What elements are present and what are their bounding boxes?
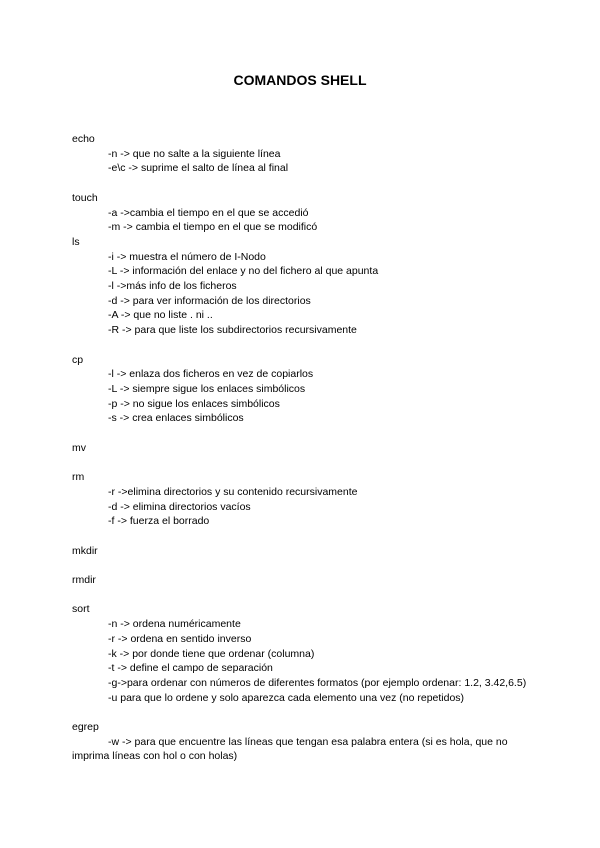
document-body xyxy=(72,132,532,764)
option-item: -n -> ordena numéricamente xyxy=(108,618,241,631)
option-item: -l -> enlaza dos ficheros en vez de copiarlos xyxy=(108,368,314,381)
option-item: -L -> información del enlace y no del fichero al que apunta xyxy=(108,265,379,278)
option-item: -k -> por donde tiene que ordenar (columna) xyxy=(108,647,315,660)
command-sort xyxy=(72,602,532,705)
option-list xyxy=(72,250,532,338)
option-item: -w -> para que encuentre las líneas que tengan esa palabra entera (si es hola, que no imprima líneas con hol o con holas) xyxy=(72,735,508,763)
option-item: -d -> para ver información de los directorios xyxy=(108,294,311,307)
option-item: -d -> elimina directorios vacíos xyxy=(108,500,251,513)
command-ls xyxy=(72,235,532,338)
option-item: -R -> para que liste los subdirectorios recursivamente xyxy=(108,324,357,337)
option-item: -g->para ordenar con números de diferentes formatos (por ejemplo ordenar: 1.2, 3.42,6.5) xyxy=(108,676,527,689)
command-mkdir xyxy=(72,544,532,559)
option-item: -l ->más info de los ficheros xyxy=(108,280,237,293)
option-list xyxy=(72,206,532,235)
command-egrep xyxy=(72,720,532,764)
option-item: -r ->elimina directorios y su contenido recursivamente xyxy=(108,485,358,498)
option-item: -A -> que no liste . ni .. xyxy=(108,309,213,322)
option-item: -p -> no sigue los enlaces simbólicos xyxy=(108,397,280,410)
command-name: touch xyxy=(72,191,98,204)
option-list xyxy=(72,485,532,529)
page-title: COMANDOS SHELL xyxy=(233,72,367,88)
option-item: -L -> siempre sigue los enlaces simbólicos xyxy=(108,382,306,395)
command-name: rm xyxy=(72,471,85,484)
command-name: echo xyxy=(72,133,95,145)
option-item: -u para que lo ordene y solo aparezca cada elemento una vez (no repetidos) xyxy=(108,691,465,704)
command-rmdir xyxy=(72,573,532,588)
command-name: egrep xyxy=(72,721,99,733)
command-touch xyxy=(72,191,532,235)
command-rm xyxy=(72,470,532,529)
option-item: -f -> fuerza el borrado xyxy=(108,515,210,528)
option-item: -a ->cambia el tiempo en el que se accedió xyxy=(108,206,309,219)
command-name: mkdir xyxy=(72,544,98,557)
command-name: mv xyxy=(72,441,86,454)
option-item: -s -> crea enlaces simbólicos xyxy=(108,412,244,425)
command-name: sort xyxy=(72,603,90,616)
option-list xyxy=(72,735,532,764)
option-item: -e\c -> suprime el salto de línea al final xyxy=(108,162,289,175)
option-list xyxy=(72,367,532,426)
option-item: -t -> define el campo de separación xyxy=(108,662,273,675)
option-item: -m -> cambia el tiempo en el que se modificó xyxy=(108,221,318,234)
option-item: -n -> que no salte a la siguiente línea xyxy=(108,147,281,160)
command-mv xyxy=(72,441,532,456)
command-name: cp xyxy=(72,353,84,366)
option-list xyxy=(72,617,532,705)
command-name: rmdir xyxy=(72,574,96,586)
option-item: -i -> muestra el número de I-Nodo xyxy=(108,250,266,263)
command-name: ls xyxy=(72,235,80,248)
option-list xyxy=(72,147,532,176)
option-item: -r -> ordena en sentido inverso xyxy=(108,632,252,645)
command-echo xyxy=(72,132,532,176)
command-cp xyxy=(72,353,532,427)
